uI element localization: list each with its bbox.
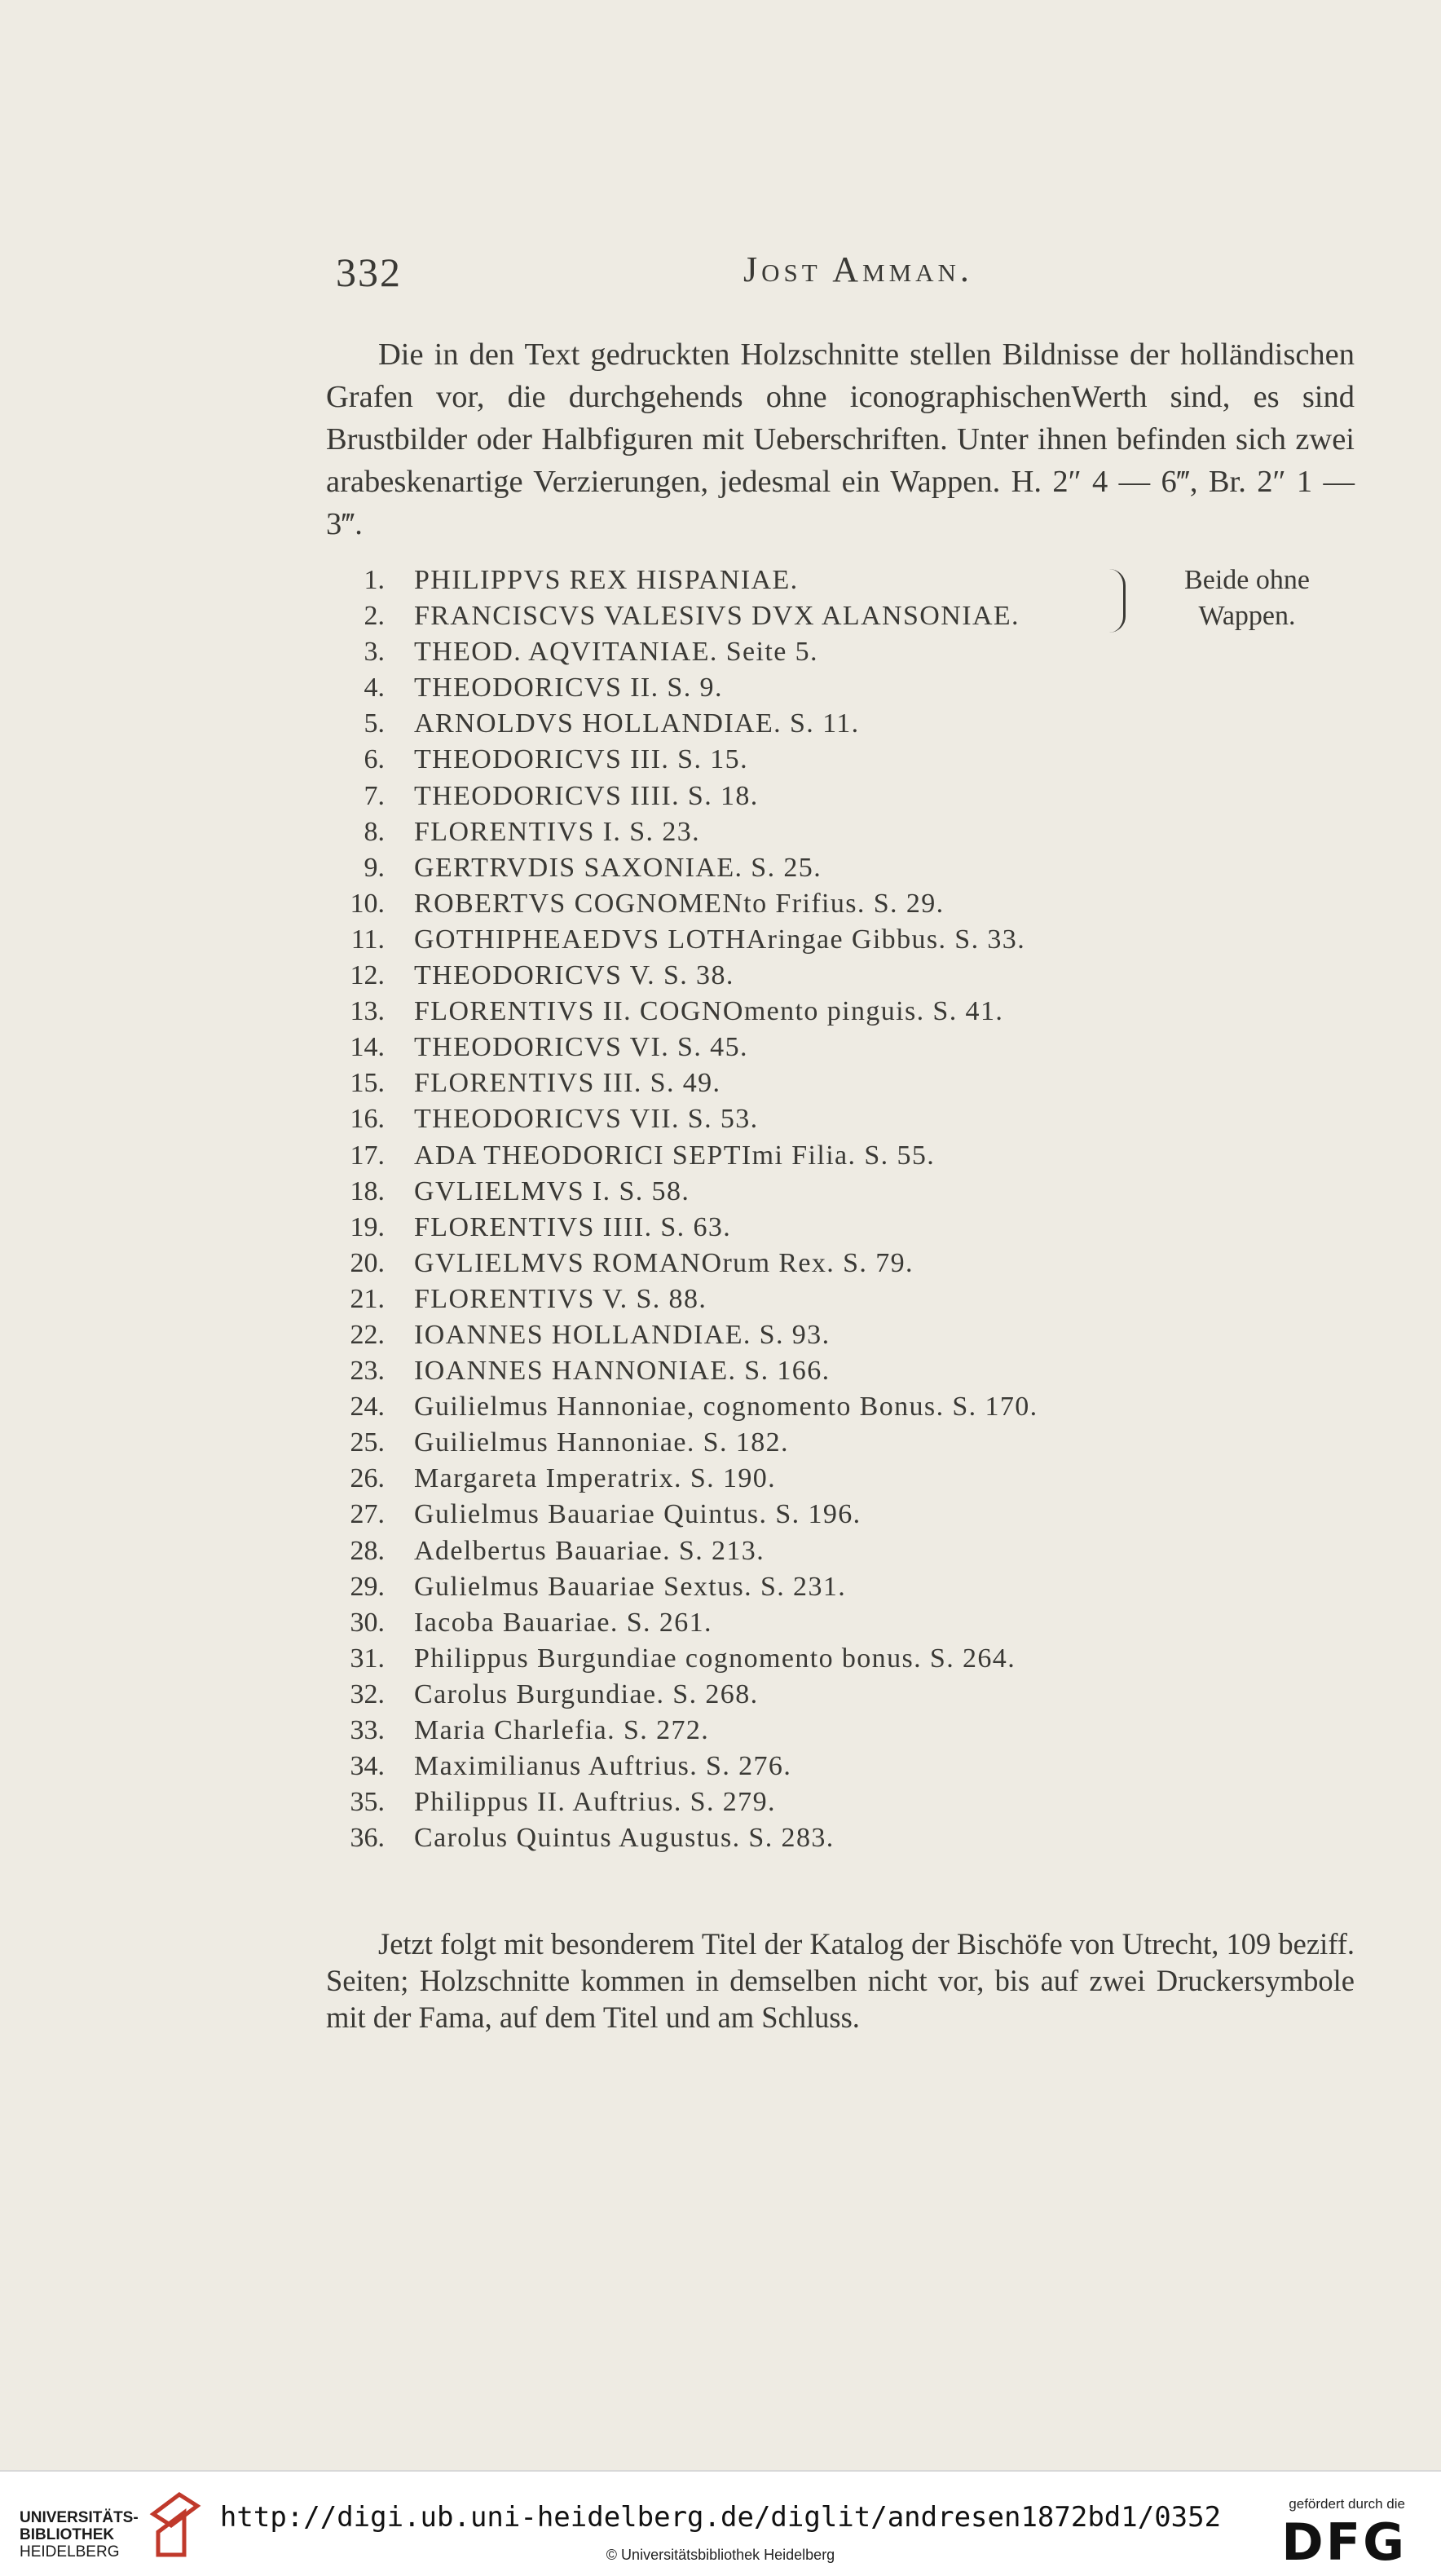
list-item — [326, 1174, 1355, 1210]
list-item-text: THEOD. AQVITANIAE. Seite 5. — [414, 637, 818, 668]
list-item-text: FLORENTIVS III. S. 49. — [414, 1068, 721, 1099]
dfg-logo: DFG — [1281, 2512, 1407, 2572]
list-item-number: 30. — [350, 1607, 385, 1638]
list-item — [326, 1497, 1355, 1533]
intro-paragraph: Die in den Text gedruckten Holzschnitte stellen Bildnisse der holländischen Grafen vor, die durchgehends ohne iconographischenWerth sind, es sind Brustbilder oder Halbfiguren mit Ueberschriften. Unter ihnen befinden sich zwei arabeskenartige Verzierungen, jedesmal ein Wappen. H. 2″ 4 — 6‴, Br. 2″ 1 — 3‴. — [326, 337, 1355, 541]
list-item — [326, 1065, 1355, 1101]
list-item — [326, 922, 1355, 958]
list-item — [326, 1101, 1355, 1137]
list-item-text: GVLIELMVS I. S. 58. — [414, 1176, 690, 1206]
list-item-text: Margareta Imperatrix. S. 190. — [414, 1463, 777, 1494]
library-name-line3: HEIDELBERG — [20, 2543, 120, 2561]
list-item-text: THEODORICVS III. S. 15. — [414, 744, 748, 775]
list-item-text: THEODORICVS VII. S. 53. — [414, 1104, 759, 1135]
list-item — [326, 994, 1355, 1030]
list-item-text: IOANNES HANNONIAE. S. 166. — [414, 1356, 831, 1387]
list-item — [326, 850, 1355, 886]
list-item-text: Maria Charlefia. S. 272. — [414, 1715, 710, 1745]
list-item-number: 8. — [364, 816, 385, 847]
list-item-text: THEODORICVS VI. S. 45. — [414, 1032, 748, 1063]
list-item — [326, 958, 1355, 994]
list-item-number: 6. — [364, 744, 385, 775]
digitization-footer — [0, 2470, 1441, 2576]
list-item-number: 24. — [350, 1392, 385, 1423]
list-item-number: 27. — [350, 1499, 385, 1530]
list-item-number: 32. — [350, 1678, 385, 1709]
copyright-notice: © Universitätsbibliothek Heidelberg — [606, 2547, 835, 2563]
list-item-text: GERTRVDIS SAXONIAE. S. 25. — [414, 852, 822, 883]
list-item — [326, 1820, 1355, 1856]
list-item — [326, 1713, 1355, 1749]
list-item-number: 33. — [350, 1715, 385, 1745]
list-item-text: Adelbertus Bauariae. S. 213. — [414, 1535, 765, 1566]
list-item — [326, 1749, 1355, 1784]
list-item — [326, 1461, 1355, 1497]
list-item-number: 22. — [350, 1319, 385, 1350]
list-item — [326, 1246, 1355, 1281]
list-item-number: 20. — [350, 1247, 385, 1278]
list-item-number: 17. — [350, 1140, 385, 1171]
list-item-number: 35. — [350, 1787, 385, 1818]
list-item — [326, 1138, 1355, 1174]
list-item-number: 5. — [364, 708, 385, 739]
list-item — [326, 1425, 1355, 1461]
list-item-number: 12. — [350, 960, 385, 991]
list-item-text: Philippus II. Auftrius. S. 279. — [414, 1787, 776, 1818]
list-item-number: 14. — [350, 1032, 385, 1063]
list-item — [326, 1605, 1355, 1641]
list-item-number: 13. — [350, 996, 385, 1027]
page-header — [336, 249, 1355, 298]
list-item-number: 2. — [364, 601, 385, 632]
list-item-text: THEODORICVS V. S. 38. — [414, 960, 734, 991]
list-item-number: 11. — [350, 924, 385, 955]
list-item — [326, 1784, 1355, 1820]
list-item-number: 7. — [364, 780, 385, 811]
list-item-number: 31. — [350, 1643, 385, 1674]
running-title: Jost Amman. — [743, 249, 973, 289]
list-item — [326, 1030, 1355, 1065]
list-item-text: Carolus Burgundiae. S. 268. — [414, 1678, 759, 1709]
list-item-text: Gulielmus Bauariae Quintus. S. 196. — [414, 1499, 862, 1530]
list-item-text: THEODORICVS IIII. S. 18. — [414, 780, 759, 811]
list-item-text: Gulielmus Bauariae Sextus. S. 231. — [414, 1571, 847, 1602]
page-number: 332 — [336, 249, 402, 295]
list-item — [326, 1210, 1355, 1246]
list-item-number: 34. — [350, 1751, 385, 1782]
list-item-text: FRANCISCVS VALESIVS DVX ALANSONIAE. — [414, 601, 1020, 632]
list-item-text: ADA THEODORICI SEPTImi Filia. S. 55. — [414, 1140, 936, 1171]
list-item-text: Philippus Burgundiae cognomento bonus. S. 264. — [414, 1643, 1016, 1674]
list-item-text: PHILIPPVS REX HISPANIAE. — [414, 565, 799, 595]
list-item-text: GOTHIPHEAEDVS LOTHAringae Gibbus. S. 33. — [414, 924, 1026, 955]
list-item-text: FLORENTIVS V. S. 88. — [414, 1283, 707, 1314]
library-name-line2: BIBLIOTHEK — [20, 2526, 115, 2543]
funding-note: gefördert durch die — [1289, 2496, 1405, 2512]
list-item — [326, 814, 1355, 850]
list-item-number: 15. — [350, 1068, 385, 1099]
list-item-text: ROBERTVS COGNOMENto Frifius. S. 29. — [414, 888, 945, 919]
list-item-text: FLORENTIVS IIII. S. 63. — [414, 1211, 732, 1242]
list-item-number: 9. — [364, 852, 385, 883]
list-item — [326, 706, 1355, 742]
list-item — [326, 1353, 1355, 1389]
list-item-text: Carolus Quintus Augustus. S. 283. — [414, 1823, 835, 1854]
list-item-number: 3. — [364, 637, 385, 668]
list-item-number: 10. — [350, 888, 385, 919]
list-item-text: THEODORICVS II. S. 9. — [414, 673, 723, 704]
list-item-number: 36. — [350, 1823, 385, 1854]
list-item-number: 1. — [364, 565, 385, 595]
list-item — [326, 1389, 1355, 1425]
list-item-number: 25. — [350, 1427, 385, 1458]
list-item — [326, 779, 1355, 814]
list-item-text: FLORENTIVS II. COGNOmento pinguis. S. 41. — [414, 996, 1004, 1027]
list-item — [326, 1317, 1355, 1353]
list-item — [326, 670, 1355, 706]
brace — [1108, 569, 1126, 633]
list-item-number: 19. — [350, 1211, 385, 1242]
list-item — [326, 634, 1355, 670]
list-item-number: 18. — [350, 1176, 385, 1206]
list-item — [326, 1569, 1355, 1605]
list-item-text: GVLIELMVS ROMANOrum Rex. S. 79. — [414, 1247, 914, 1278]
list-item-number: 16. — [350, 1104, 385, 1135]
list-item — [326, 1281, 1355, 1317]
list-item-text: Iacoba Bauariae. S. 261. — [414, 1607, 712, 1638]
list-item — [326, 1533, 1355, 1569]
list-item-number: 21. — [350, 1283, 385, 1314]
source-url-link[interactable]: http://digi.ub.uni-heidelberg.de/diglit/andresen1872bd1/0352 — [219, 2501, 1222, 2534]
list-item-text: Maximilianus Auftrius. S. 276. — [414, 1751, 792, 1782]
list-item-number: 23. — [350, 1356, 385, 1387]
list-item-text: Guilielmus Hannoniae, cognomento Bonus. S. 170. — [414, 1392, 1038, 1423]
list-item-text: IOANNES HOLLANDIAE. S. 93. — [414, 1319, 831, 1350]
list-item-text: ARNOLDVS HOLLANDIAE. S. 11. — [414, 708, 860, 739]
list-item — [326, 1677, 1355, 1713]
list-item — [326, 886, 1355, 922]
list-item-number: 28. — [350, 1535, 385, 1566]
list-item-text: Guilielmus Hannoniae. S. 182. — [414, 1427, 789, 1458]
list-item-number: 4. — [364, 673, 385, 704]
brace-note: Beide ohne Wappen. — [1184, 565, 1310, 631]
list-item-number: 26. — [350, 1463, 385, 1494]
portrait-list — [326, 562, 1355, 1856]
list-item-text: FLORENTIVS I. S. 23. — [414, 816, 701, 847]
list-item — [326, 1641, 1355, 1677]
list-item — [326, 742, 1355, 778]
list-item-number: 29. — [350, 1571, 385, 1602]
closing-paragraph: Jetzt folgt mit besonderem Titel der Katalog der Bischöfe von Utrecht, 109 beziff. Seiten; Holzschnitte kommen in demselben nicht vor, bis auf zwei Druckersymbole mit der Fama, auf dem Titel und am Schluss. — [326, 1927, 1355, 2034]
library-name-line1: UNIVERSITÄTS- — [20, 2509, 139, 2526]
